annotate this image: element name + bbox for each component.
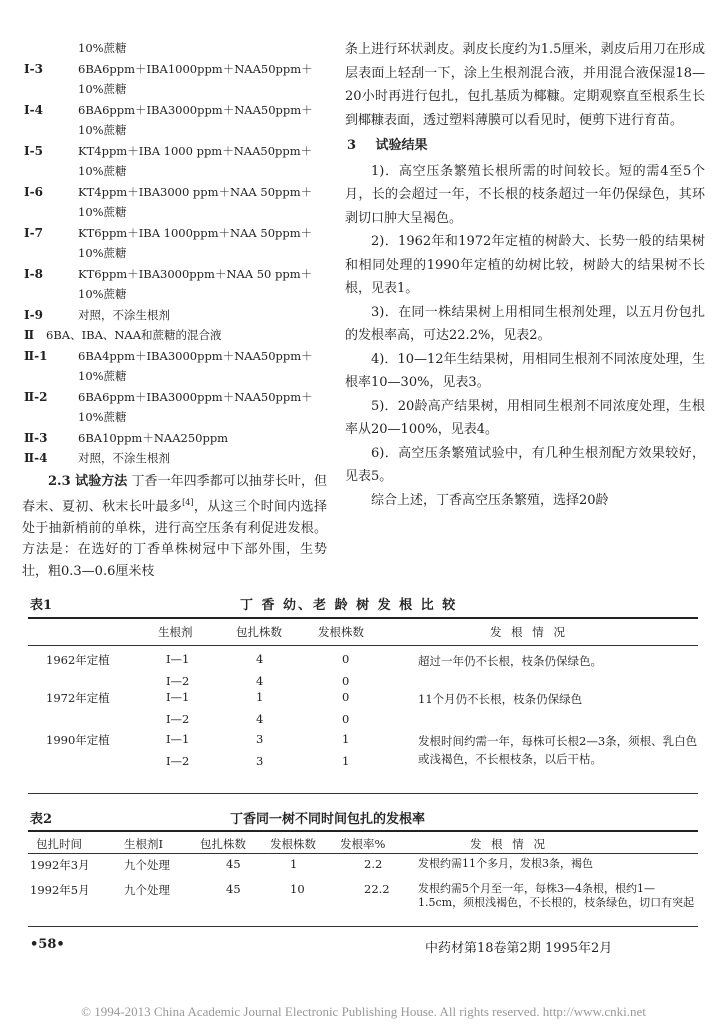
treatment-text: 6BA6ppm＋IBA3000ppm＋NAA50ppm＋ bbox=[78, 389, 313, 404]
reference-4[interactable]: [4] bbox=[182, 498, 194, 507]
treatment-item bbox=[22, 79, 327, 100]
treatment-text: KT4ppm＋IBA 1000 ppm＋NAA50ppm＋ bbox=[78, 143, 313, 158]
table-2-header-desc: 发 根 情 况 bbox=[470, 837, 548, 851]
treatment-item bbox=[22, 59, 327, 80]
treatment-item bbox=[22, 407, 327, 428]
table-1-top-rule bbox=[28, 617, 698, 619]
result-paragraph: 综合上述，丁香高空压条繁殖，选择20龄 bbox=[371, 492, 609, 508]
treatment-item bbox=[22, 305, 327, 326]
treatment-code: Ⅰ-4 bbox=[24, 102, 43, 117]
section-2-3-text-2: ，从这三个时间内选择处于抽新梢前的单株，进行高空压条有利促进发根。方法是：在选好的丁香单株树冠中下部外围，生势壮，粗0.3—0.6厘米枝 bbox=[22, 499, 327, 579]
table-2-title: 丁香同一树不同时间包扎的发根率 bbox=[230, 812, 426, 827]
table-1-planting-year: 1972年定植 bbox=[46, 691, 110, 705]
treatment-item bbox=[22, 243, 327, 264]
table-1-rooted-count: 0 bbox=[342, 674, 350, 688]
treatment-code: Ⅱ-4 bbox=[24, 451, 48, 465]
treatment-text: 10%蔗糖 bbox=[78, 82, 127, 96]
right-column bbox=[345, 38, 705, 512]
result-paragraph: 3)．在同一株结果树上用相同生根剂处理，以五月份包扎的发根率高，可达22.2%，见表2。 bbox=[345, 304, 705, 343]
treatment-text: 10%蔗糖 bbox=[78, 287, 127, 301]
table-1-wrapped-count: 1 bbox=[256, 690, 264, 704]
treatment-item bbox=[22, 284, 327, 305]
table-1-header-agent: 生根剂 bbox=[158, 625, 193, 639]
continued-paragraph: 条上进行环状剥皮。剥皮长度约为1.5厘米，剥皮后用刀在形成层表面上轻刮一下，涂上生根剂混合液，并用混合液保湿18—20小时再进行包扎，包扎基质为椰糠。定期观察直至根系生长到椰糠表面，透过塑料薄膜可以看见时，便剪下进行育苗。 bbox=[345, 42, 705, 128]
journal-citation: 中药材第18卷第2期 1995年2月 bbox=[425, 941, 613, 956]
treatment-text: 6BA6ppm＋IBA1000ppm＋NAA50ppm＋ bbox=[78, 61, 313, 76]
treatment-text: 10%蔗糖 bbox=[78, 205, 127, 219]
table-1-description: 超过一年仍不长根，枝条仍保绿色。 bbox=[418, 654, 602, 668]
treatment-text: 10%蔗糖 bbox=[78, 164, 127, 178]
table-2-header-rule bbox=[28, 853, 698, 854]
treatment-code: Ⅰ-9 bbox=[24, 307, 43, 322]
table-1-header-rooted: 发根株数 bbox=[318, 625, 364, 639]
treatment-text: 10%蔗糖 bbox=[78, 410, 127, 424]
treatment-code: Ⅱ bbox=[24, 328, 35, 342]
treatment-item bbox=[22, 120, 327, 141]
table-1-planting-year: 1962年定植 bbox=[46, 653, 110, 667]
treatment-code: Ⅱ-1 bbox=[24, 348, 48, 363]
table-1-wrapped-count: 3 bbox=[256, 754, 264, 768]
table-2-time: 1992年3月 bbox=[30, 858, 90, 872]
table-1-header-desc: 发 根 情 况 bbox=[490, 625, 568, 639]
treatment-text: 10%蔗糖 bbox=[78, 246, 127, 260]
treatment-text: 6BA10ppm＋NAA250ppm bbox=[78, 430, 229, 445]
result-paragraph: 6)．高空压条繁殖试验中，有几种生根剂配方效果较好，见表5。 bbox=[345, 445, 705, 484]
table-1-bottom-rule bbox=[28, 793, 698, 794]
copyright-notice[interactable]: © 1994-2013 China Academic Journal Electronic Publishing House. All rights reserved. http://www.cnki.net bbox=[81, 1004, 646, 1019]
table-1-header-wrapped: 包扎株数 bbox=[236, 625, 282, 639]
section-3-number: 3 bbox=[347, 138, 357, 153]
table-2-rooted-count: 10 bbox=[290, 882, 305, 896]
treatment-item bbox=[22, 100, 327, 121]
table-1-wrapped-count: 4 bbox=[256, 652, 264, 666]
treatment-text: 6BA、IBA、NAA和蔗糖的混合液 bbox=[46, 328, 222, 342]
table-2-bottom-rule bbox=[28, 926, 698, 927]
table-1-agent: Ⅰ—1 bbox=[166, 652, 190, 666]
table-1-rooted-count: 0 bbox=[342, 690, 350, 704]
result-paragraph: 1)．高空压条繁殖长根所需的时间较长。短的需4至5个月，长的会超过一年，不长根的枝条超过一年仍保绿色，其环剥切口肿大呈褐色。 bbox=[345, 163, 705, 226]
treatment-code: Ⅰ-8 bbox=[24, 266, 43, 281]
treatment-item bbox=[22, 182, 327, 203]
treatment-item bbox=[22, 366, 327, 387]
table-2-wrapped-count: 45 bbox=[226, 857, 241, 871]
treatment-item bbox=[22, 202, 327, 223]
table-1-wrapped-count: 4 bbox=[256, 674, 264, 688]
table-1-planting-year: 1990年定植 bbox=[46, 733, 110, 747]
treatment-item bbox=[22, 161, 327, 182]
results-list bbox=[345, 160, 705, 513]
table-1-rooted-count: 1 bbox=[342, 732, 350, 746]
table-1-agent: Ⅰ—2 bbox=[166, 712, 190, 726]
table-2-time: 1992年5月 bbox=[30, 883, 90, 897]
treatment-text: 10%蔗糖 bbox=[78, 369, 127, 383]
table-2-description: 发根约需11个多月，发根3条，褐色 bbox=[418, 857, 593, 870]
treatment-text: 10%蔗糖 bbox=[78, 123, 127, 137]
treatment-text: 对照，不涂生根剂 bbox=[78, 451, 170, 465]
treatment-code: Ⅰ-6 bbox=[24, 184, 43, 199]
result-paragraph: 4)．10—12年生结果树，用相同生根剂不同浓度处理，生根率10—30%，见表3。 bbox=[345, 351, 705, 390]
table-2-agent: 九个处理 bbox=[124, 883, 170, 897]
treatment-text: 6BA6ppm＋IBA3000ppm＋NAA50ppm＋ bbox=[78, 102, 313, 117]
table-1-agent: Ⅰ—2 bbox=[166, 674, 190, 688]
table-1-title: 丁 香 幼、老 龄 树 发 根 比 较 bbox=[240, 598, 458, 613]
table-1-wrapped-count: 4 bbox=[256, 712, 264, 726]
result-paragraph: 5)．20龄高产结果树，用相同生根剂不同浓度处理，生根率从20—100%，见表4。 bbox=[345, 398, 705, 437]
table-2-rooted-count: 1 bbox=[290, 857, 298, 871]
treatment-item bbox=[22, 346, 327, 367]
table-2-rate: 2.2 bbox=[364, 857, 383, 871]
table-1-description: 11个月仍不长根，枝条仍保绿色 bbox=[418, 692, 583, 706]
table-2-top-rule bbox=[28, 830, 698, 832]
table-2-description: 发根约需5个月至一年，每株3—4条根，根约1—1.5cm，须根浅褐色，不长根的，枝条绿色，切口有突起 bbox=[418, 882, 695, 909]
section-3-title: 试验结果 bbox=[375, 138, 428, 153]
table-2-header-time: 包扎时间 bbox=[36, 837, 82, 851]
treatment-text: KT6ppm＋IBA 1000ppm＋NAA 50ppm＋ bbox=[78, 225, 313, 240]
section-2-3-label: 2.3 试验方法 bbox=[48, 473, 128, 489]
table-2-header-rooted: 发根株数 bbox=[270, 837, 316, 851]
section-2-3-text: 丁香一年四季都可以抽芽长叶，但春末、夏初、秋末长叶最多 bbox=[22, 473, 327, 515]
treatment-text: KT4ppm＋IBA3000 ppm＋NAA 50ppm＋ bbox=[78, 184, 313, 199]
treatment-item bbox=[22, 387, 327, 408]
table-1-wrapped-count: 3 bbox=[256, 732, 264, 746]
table-1-header-rule bbox=[28, 645, 698, 646]
result-paragraph: 2)．1962年和1972年定植的树龄大、长势一般的结果树和相同处理的1990年定植的幼树比较，树龄大的结果树不长根，见表1。 bbox=[345, 234, 705, 296]
treatment-text: 6BA4ppm＋IBA3000ppm＋NAA50ppm＋ bbox=[78, 348, 313, 363]
treatment-code: Ⅰ-7 bbox=[24, 225, 43, 240]
treatment-item bbox=[22, 264, 327, 285]
treatment-group-heading bbox=[22, 325, 327, 346]
treatment-code: Ⅰ-3 bbox=[24, 61, 43, 76]
page-number: •58• bbox=[30, 937, 65, 952]
table-1-description: 发根时间约需一年，每株可长根2—3条，须根、乳白色或浅褐色，不长根枝条，以后干枯。 bbox=[418, 734, 698, 766]
table-2-wrapped-count: 45 bbox=[226, 882, 241, 896]
table-2-rate: 22.2 bbox=[364, 882, 390, 896]
treatment-list bbox=[22, 38, 327, 469]
treatment-text: KT6ppm＋IBA3000ppm＋NAA 50 ppm＋ bbox=[78, 266, 313, 281]
treatment-code: Ⅱ-2 bbox=[24, 389, 48, 404]
table-2-agent: 九个处理 bbox=[124, 858, 170, 872]
table-2-header-agent: 生根剂Ⅰ bbox=[124, 837, 164, 851]
treatment-item bbox=[22, 38, 327, 59]
table-2-header-rate: 发根率% bbox=[340, 837, 386, 851]
table-1-rooted-count: 0 bbox=[342, 712, 350, 726]
table-1-rooted-count: 1 bbox=[342, 754, 350, 768]
treatment-item bbox=[22, 448, 327, 469]
table-1-agent: Ⅰ—2 bbox=[166, 754, 190, 768]
table-1-agent: Ⅰ—1 bbox=[166, 690, 190, 704]
treatment-code: Ⅰ-5 bbox=[24, 143, 43, 158]
treatment-item bbox=[22, 141, 327, 162]
treatment-item bbox=[22, 428, 327, 449]
treatment-text: 对照，不涂生根剂 bbox=[78, 307, 170, 322]
table-1-rooted-count: 0 bbox=[342, 652, 350, 666]
table-1-label: 表1 bbox=[30, 598, 53, 613]
treatment-code: Ⅱ-3 bbox=[24, 430, 48, 445]
section-3-heading bbox=[347, 134, 705, 158]
table-1-agent: Ⅰ—1 bbox=[166, 732, 190, 746]
treatment-item bbox=[22, 223, 327, 244]
table-2-label: 表2 bbox=[30, 812, 53, 827]
treatment-text: 10%蔗糖 bbox=[78, 41, 127, 55]
table-2-header-wrapped: 包扎株数 bbox=[200, 837, 246, 851]
section-2-3 bbox=[22, 471, 327, 583]
left-column bbox=[22, 38, 327, 582]
